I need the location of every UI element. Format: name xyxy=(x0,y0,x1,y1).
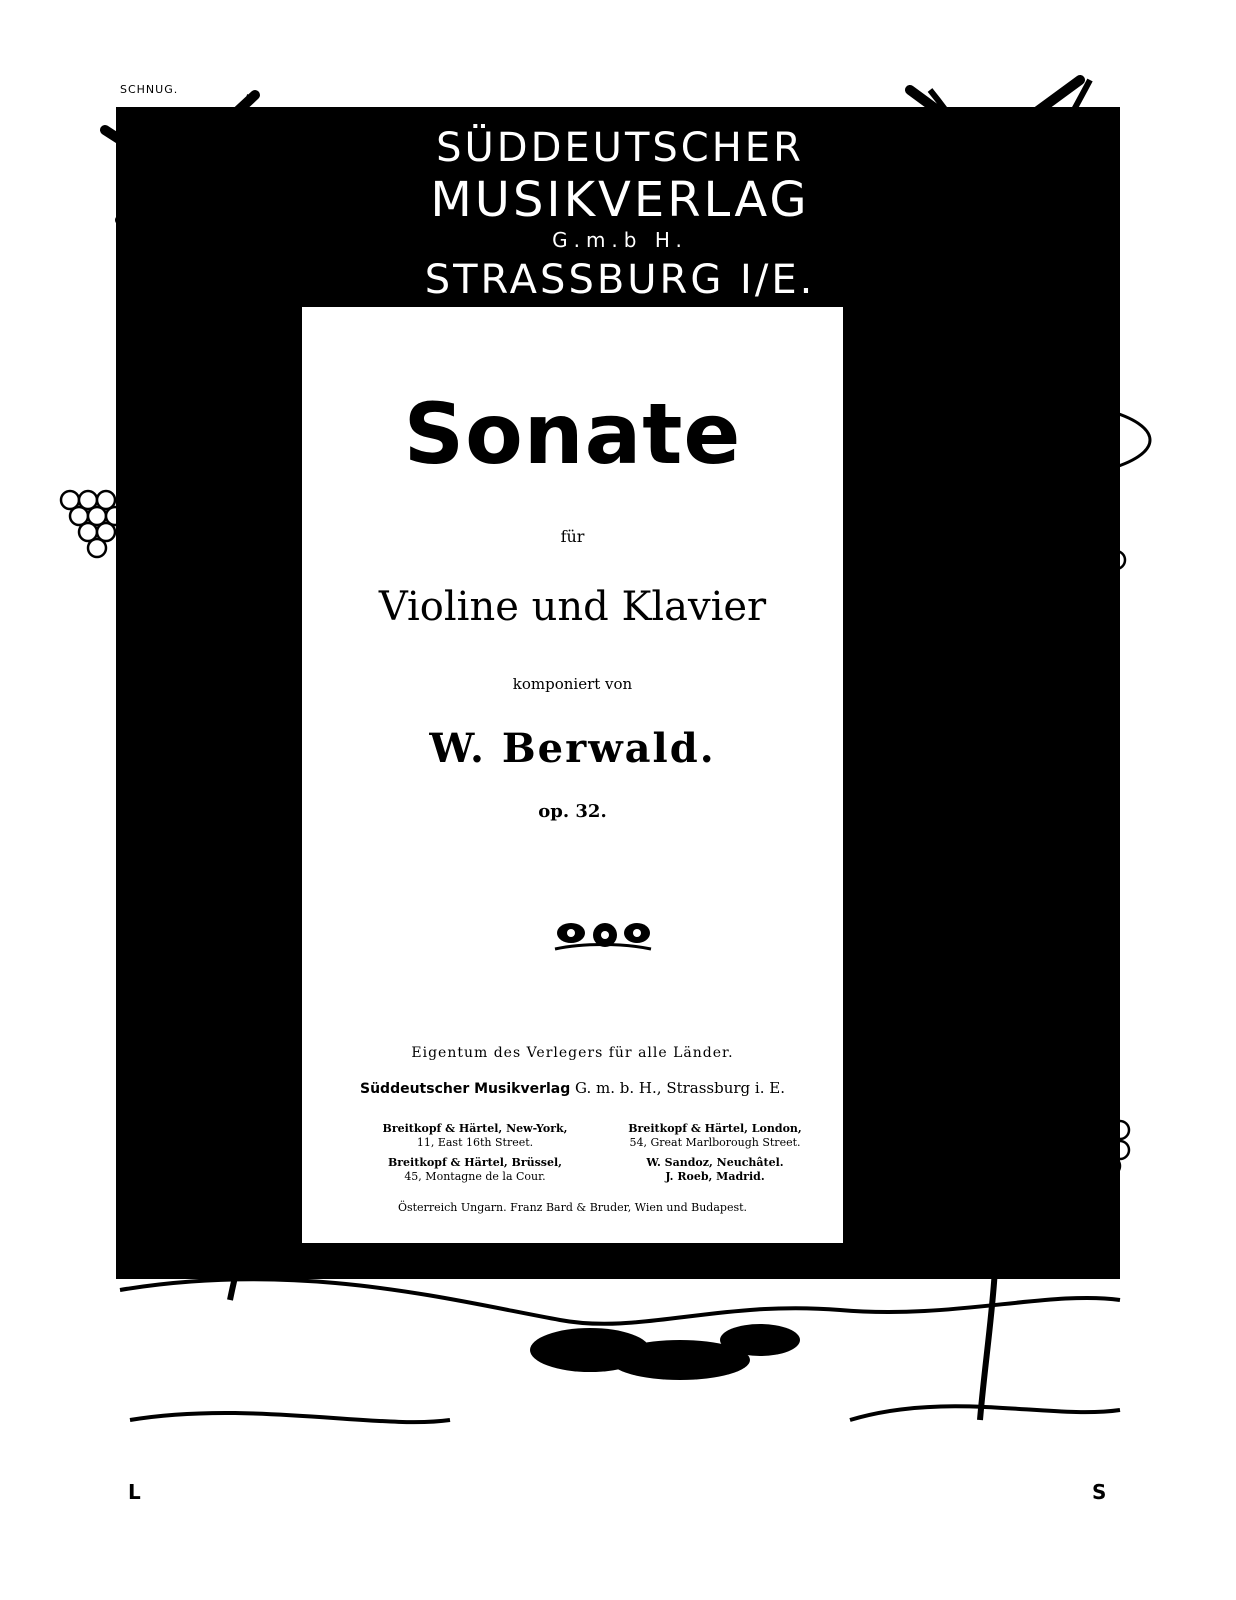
agent-address: J. Roeb, Madrid. xyxy=(665,1170,765,1183)
publisher-line-2: MUSIKVERLAG xyxy=(430,172,810,228)
agents-list xyxy=(355,1122,835,1190)
artist-signature: SCHNUG. xyxy=(120,83,179,96)
agent-entry xyxy=(355,1156,595,1184)
frame-left xyxy=(116,307,302,1243)
publisher-imprint-rest: G. m. b. H., Strassburg i. E. xyxy=(575,1079,785,1097)
agent-name: Breitkopf & Härtel, London, xyxy=(628,1122,802,1135)
agents-row xyxy=(355,1156,835,1184)
agent-name: Breitkopf & Härtel, Brüssel, xyxy=(387,1156,563,1169)
publisher-line-4: STRASSBURG I/E. xyxy=(424,257,816,303)
opus-number: op. 32. xyxy=(538,801,607,822)
frame-right xyxy=(843,307,1120,1243)
agent-entry xyxy=(595,1122,835,1150)
composer-name: W. Berwald. xyxy=(429,725,716,772)
agent-address: 45, Montagne de la Cour. xyxy=(404,1170,546,1183)
publisher-line-1: SÜDDEUTSCHER xyxy=(436,125,804,171)
fuer-label: für xyxy=(560,527,585,546)
publisher-imprint-name: Süddeutscher Musikverlag xyxy=(360,1081,571,1097)
austria-hungary-agent: Österreich Ungarn. Franz Bard & Bruder, Wien und Budapest. xyxy=(397,1201,748,1214)
agent-address: 54, Great Marlborough Street. xyxy=(629,1136,801,1149)
monogram-left: L xyxy=(128,1480,141,1504)
publisher-header xyxy=(340,125,900,303)
instruments: Violine und Klavier xyxy=(378,584,767,630)
monogram-right: S xyxy=(1092,1480,1107,1504)
agent-name: W. Sandoz, Neuchâtel. xyxy=(646,1156,784,1169)
frame-bottom xyxy=(116,1243,1120,1279)
agent-name: Breitkopf & Härtel, New-York, xyxy=(382,1122,568,1135)
agents-row xyxy=(355,1122,835,1150)
komponiert-label: komponiert von xyxy=(512,675,633,693)
publisher-line-3: G.m.b H. xyxy=(552,228,688,252)
agent-entry xyxy=(355,1122,595,1150)
agent-address: 11, East 16th Street. xyxy=(416,1136,534,1149)
publisher-imprint xyxy=(302,1079,843,1097)
work-title: Sonate xyxy=(403,385,742,483)
eigentum-notice: Eigentum des Verlegers für alle Länder. xyxy=(411,1045,734,1061)
ornament-vignette xyxy=(553,913,653,955)
agent-entry xyxy=(595,1156,835,1184)
